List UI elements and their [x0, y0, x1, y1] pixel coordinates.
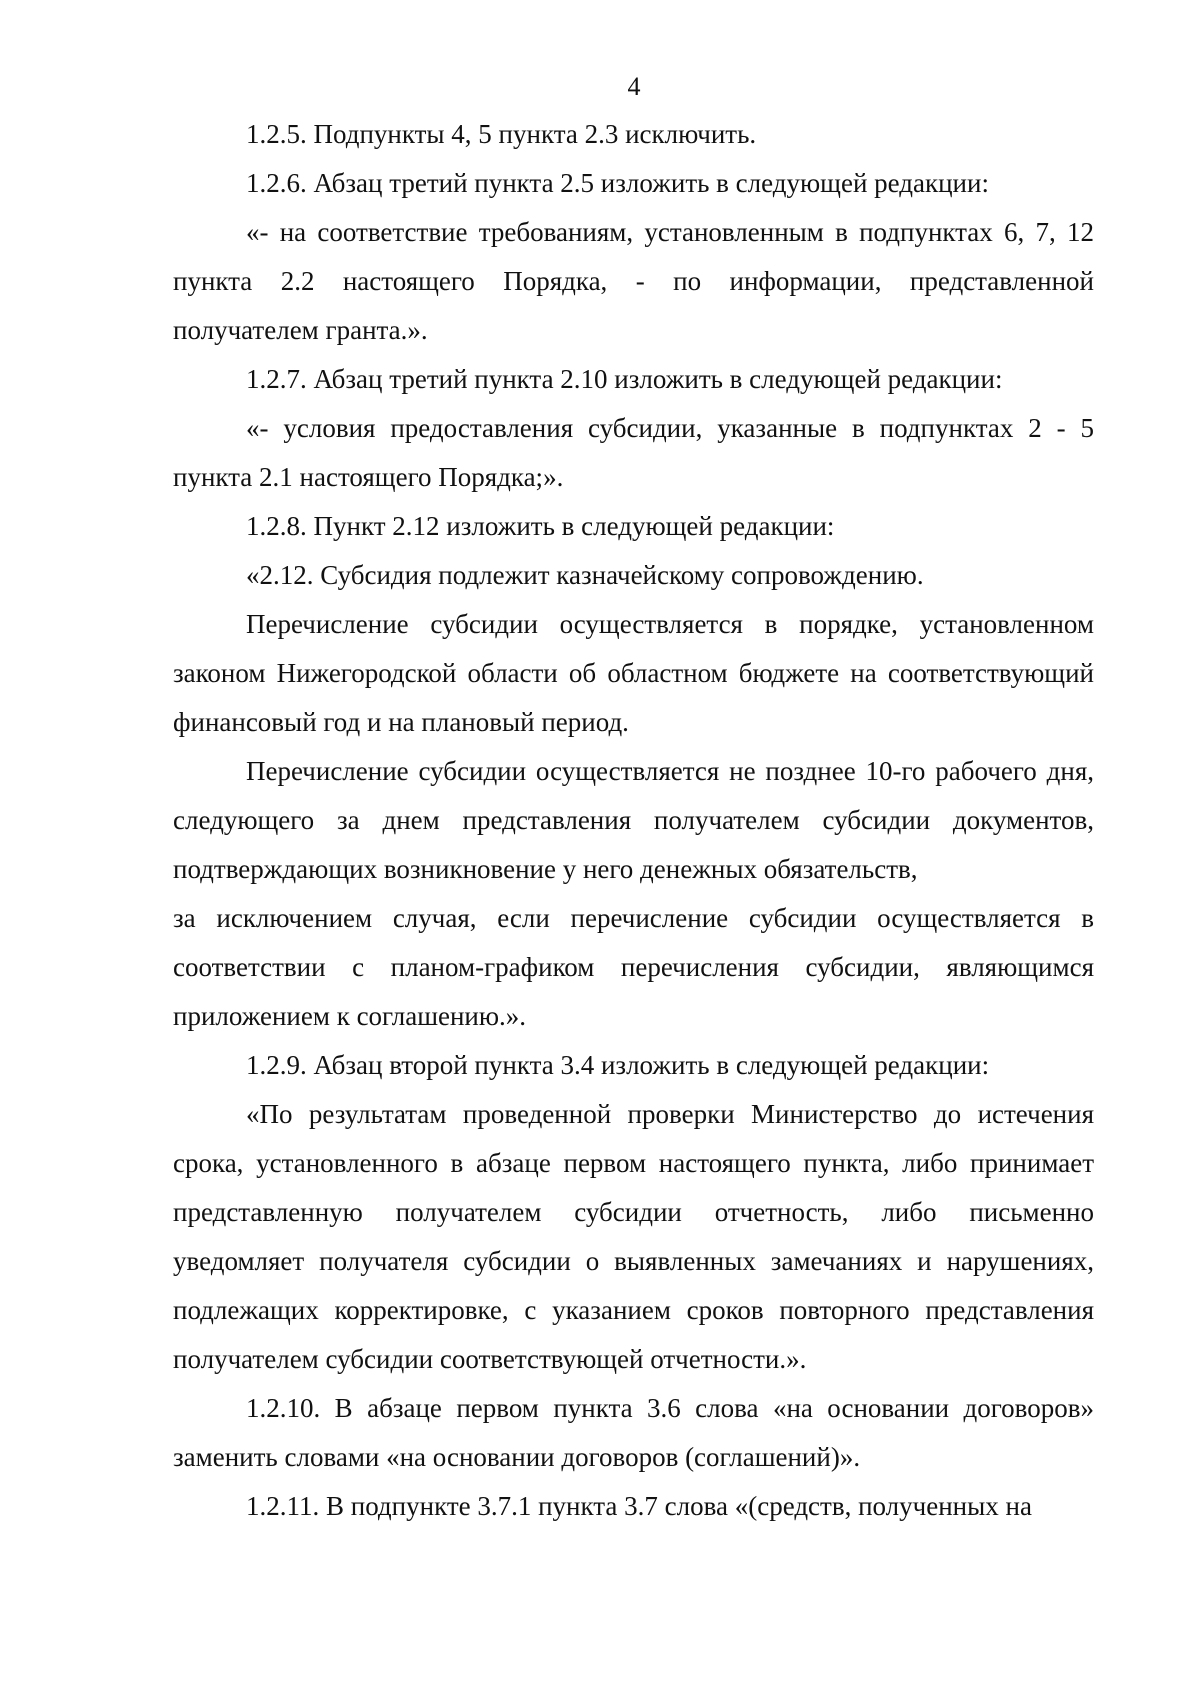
paragraph: 1.2.5. Подпункты 4, 5 пункта 2.3 исключить.	[246, 119, 757, 149]
paragraph: «- на соответствие требованиям, установленным в подпунктах 6, 7, 12 пункта 2.2 настоящего Порядка, - по информации, представленной получателем гранта.».	[173, 217, 1094, 345]
paragraph: 1.2.6. Абзац третий пункта 2.5 изложить в следующей редакции:	[246, 168, 989, 198]
paragraph: 1.2.10. В абзаце первом пункта 3.6 слова «на основании договоров» заменить словами «на основании договоров (соглашений)».	[173, 1393, 1094, 1472]
paragraph: «2.12. Субсидия подлежит казначейскому сопровождению.	[246, 560, 924, 590]
paragraph: «- условия предоставления субсидии, указанные в подпунктах 2 - 5 пункта 2.1 настоящего Порядка;».	[173, 413, 1094, 492]
paragraph: Перечисление субсидии осуществляется в порядке, установленном законом Нижегородской области об областном бюджете на соответствующий финансовый год и на плановый период.	[173, 609, 1094, 737]
paragraph: 1.2.8. Пункт 2.12 изложить в следующей редакции:	[246, 511, 835, 541]
document-body	[173, 110, 1094, 1531]
paragraph: «По результатам проведенной проверки Министерство до истечения срока, установленного в абзаце первом настоящего пункта, либо принимает представленную получателем субсидии отчетность, либо письменно уведомляет получателя субсидии о выявленных замечаниях и нарушениях, подлежащих корректировке, с указанием сроков повторного представления получателем субсидии соответствующей отчетности.».	[173, 1099, 1094, 1374]
paragraph: Перечисление субсидии осуществляется не позднее 10-го рабочего дня, следующего за днем представления получателем субсидии документов, подтверждающих возникновение у него денежных обязательств,	[173, 756, 1094, 884]
paragraph: 1.2.11. В подпункте 3.7.1 пункта 3.7 слова «(средств, полученных на	[246, 1491, 1032, 1521]
paragraph: 1.2.7. Абзац третий пункта 2.10 изложить в следующей редакции:	[246, 364, 1003, 394]
page-number: 4	[627, 72, 641, 101]
paragraph: 1.2.9. Абзац второй пункта 3.4 изложить в следующей редакции:	[246, 1050, 990, 1080]
paragraph: за исключением случая, если перечисление субсидии осуществляется в соответствии с планом-графиком перечисления субсидии, являющимся приложением к соглашению.».	[173, 903, 1094, 1031]
